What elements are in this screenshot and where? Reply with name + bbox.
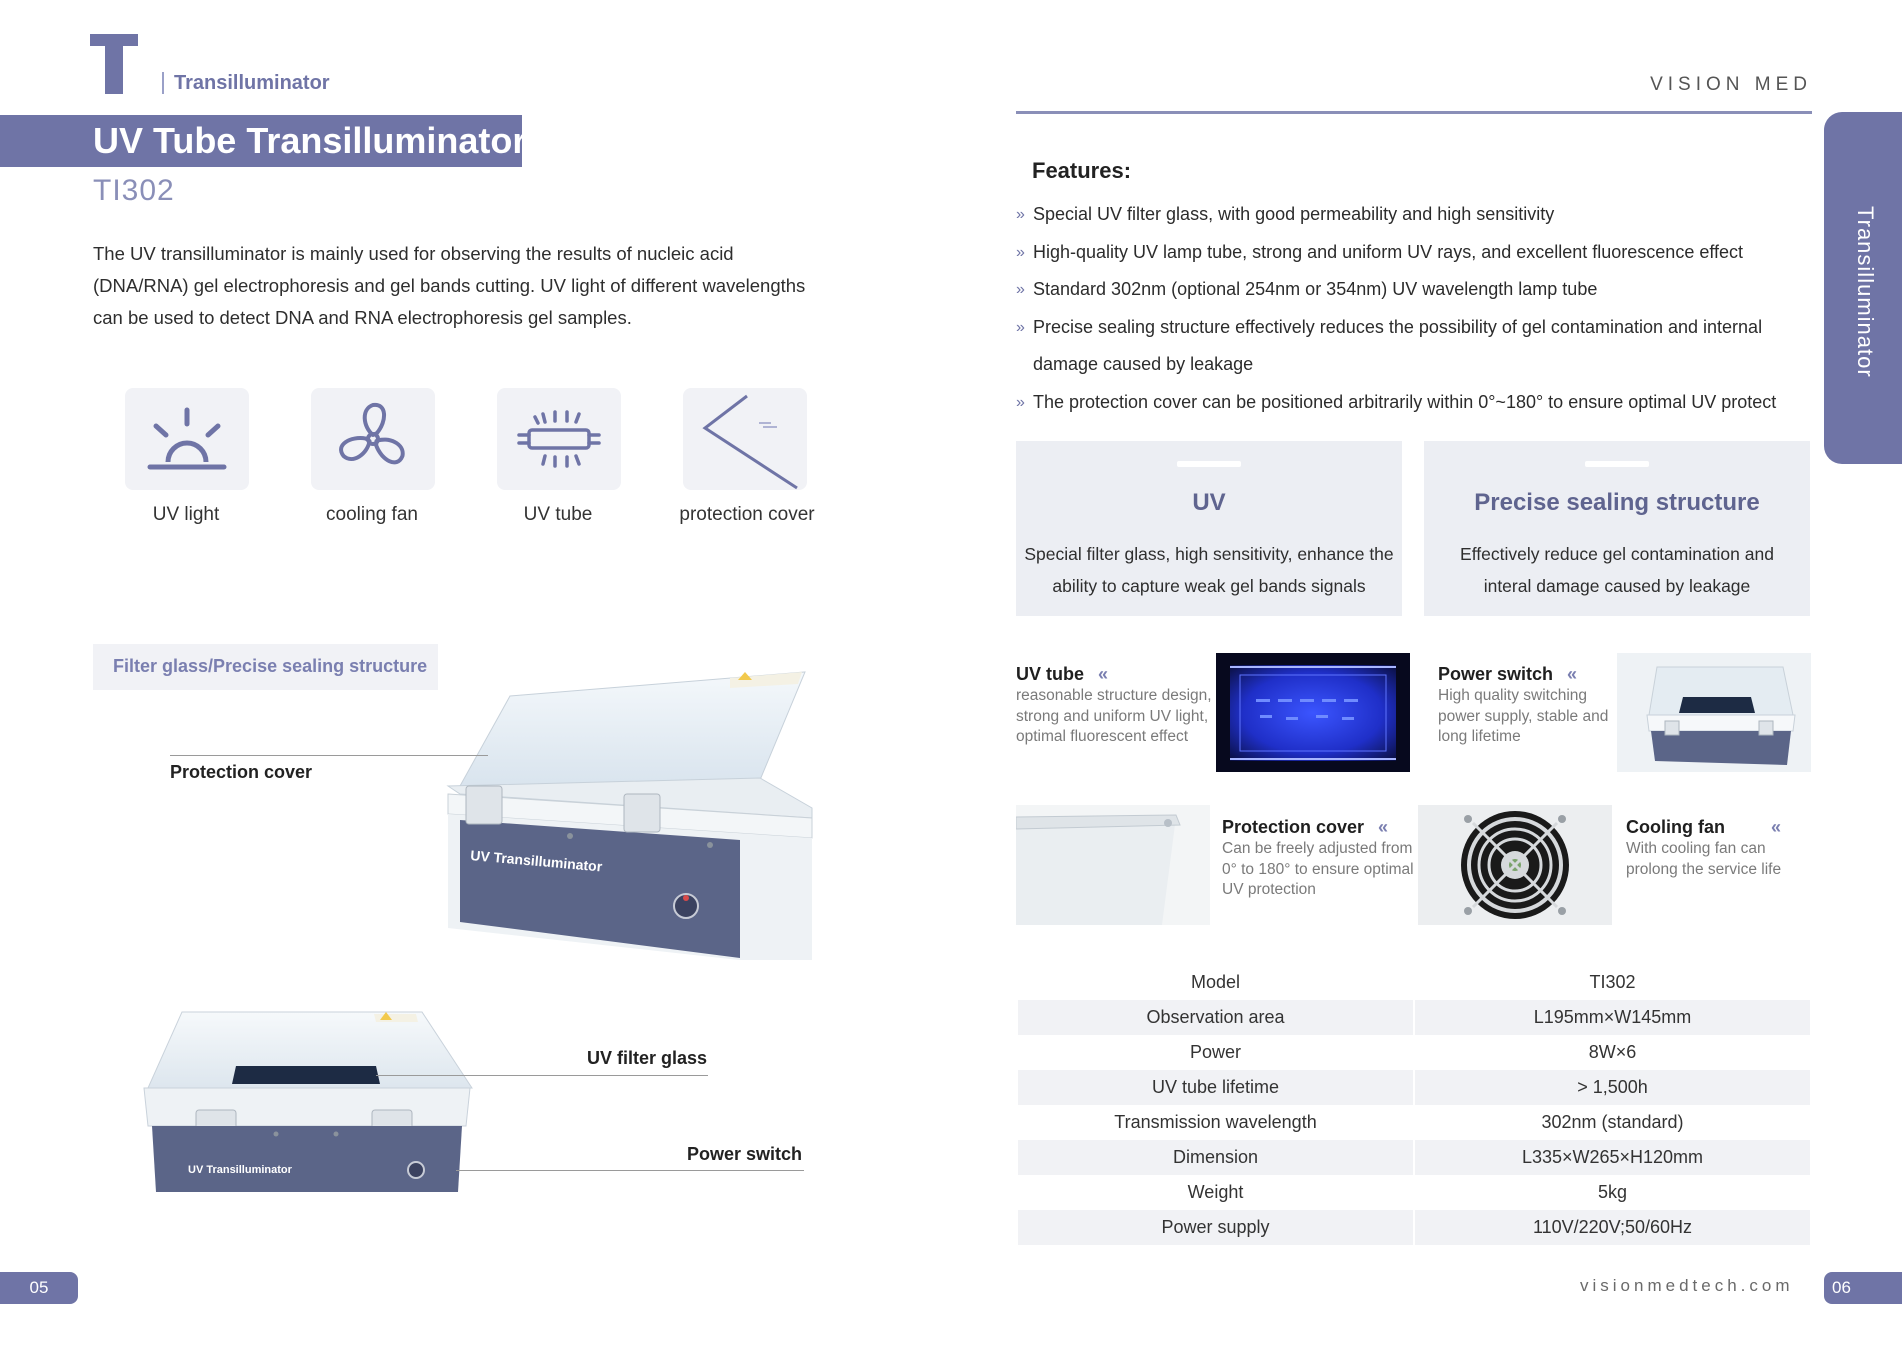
spec-value: L195mm×W145mm	[1415, 1000, 1810, 1035]
icon-label-uv-tube: UV tube	[523, 504, 593, 525]
component-desc-power-switch: High quality switching power supply, stable and long lifetime	[1438, 687, 1609, 745]
feature-tag-text: Filter glass/Precise sealing structure	[113, 656, 428, 676]
spec-value: 110V/220V;50/60Hz	[1415, 1210, 1810, 1245]
side-tab	[1824, 112, 1902, 464]
card-title: UV	[1192, 489, 1226, 516]
side-tab-label: Transilluminator	[1853, 206, 1878, 378]
table-row	[1018, 1070, 1810, 1105]
device-open-label: UV Transilluminator	[469, 847, 603, 875]
card-desc: Effectively reduce gel contamination and interal damage caused by leakage	[1460, 544, 1774, 596]
header-rule	[1016, 111, 1812, 114]
spec-table	[1016, 965, 1812, 1245]
card-title: Precise sealing structure	[1474, 489, 1760, 516]
spec-param: Observation area	[1018, 1000, 1413, 1035]
feature-item: » Special UV filter glass, with good permeability and high sensitivity	[1016, 196, 1816, 234]
component-title-protection-cover: Protection cover «	[1222, 817, 1389, 837]
bullet-chevron-icon: »	[1016, 243, 1025, 261]
power-switch-photo	[1617, 653, 1811, 772]
uv-tube-photo	[1216, 653, 1410, 772]
table-row	[1018, 1175, 1810, 1210]
cooling-fan-icon-box	[311, 388, 435, 490]
icon-label-protection-cover: protection cover	[679, 504, 815, 525]
feature-list	[1016, 196, 1816, 421]
table-row	[1018, 1210, 1810, 1245]
callout-line-uv-filter-glass	[376, 1075, 708, 1076]
callout-line-power-switch	[456, 1170, 804, 1171]
bullet-chevron-icon: »	[1016, 206, 1025, 223]
callout-uv-filter-glass: UV filter glass	[587, 1048, 708, 1068]
feature-card-uv	[1016, 441, 1402, 616]
uv-tube-icon	[513, 404, 605, 474]
protection-cover-photo	[1016, 805, 1210, 925]
chevron-left-icon: «	[1567, 664, 1578, 684]
uv-light-icon-box	[125, 388, 249, 490]
features-title: Features:	[1032, 158, 1132, 183]
chevron-left-icon: «	[1098, 664, 1109, 684]
cooling-fan-icon	[333, 399, 413, 479]
card-dash	[1585, 461, 1649, 467]
page-number-right: 06	[1824, 1272, 1902, 1304]
component-desc-protection-cover: Can be freely adjusted from 0° to 180° to ensure optimal UV protection	[1222, 840, 1414, 898]
feature-card-sealing	[1424, 441, 1810, 616]
model-code: TI302	[93, 174, 175, 207]
product-title: UV Tube Transilluminator	[93, 120, 527, 161]
feature-item: » Standard 302nm (optional 254nm or 354nm) UV wavelength lamp tube	[1016, 271, 1816, 309]
table-row	[1018, 965, 1810, 1000]
component-title-power-switch: Power switch «	[1438, 664, 1578, 684]
spec-param: Weight	[1187, 1182, 1244, 1202]
bullet-chevron-icon: »	[1016, 318, 1025, 336]
card-dash	[1177, 461, 1241, 467]
bullet-chevron-icon: »	[1016, 393, 1025, 411]
feature-item: » High-quality UV lamp tube, strong and uniform UV rays, and excellent fluorescence effect	[1016, 234, 1816, 272]
spec-value: > 1,500h	[1415, 1070, 1810, 1105]
spec-param: Dimension	[1018, 1140, 1413, 1175]
icon-label-uv-light: UV light	[152, 504, 220, 525]
component-desc-cooling-fan: With cooling fan can prolong the service life	[1626, 840, 1782, 878]
uv-light-icon	[142, 404, 232, 474]
protection-cover-icon-box	[683, 388, 807, 490]
spec-value: 5kg	[1597, 1182, 1628, 1202]
device-closed-label: UV Transilluminator	[188, 1164, 292, 1176]
feature-item: » The protection cover can be positioned arbitrarily within 0°~180° to ensure optimal UV protect	[1016, 384, 1816, 422]
spec-value: 302nm (standard)	[1541, 1112, 1684, 1132]
table-row	[1018, 1105, 1810, 1140]
component-title-cooling-fan: Cooling fan «	[1626, 817, 1781, 837]
uv-tube-icon-box	[497, 388, 621, 490]
spec-param: Model	[1190, 972, 1241, 992]
table-row	[1018, 1000, 1810, 1035]
table-row	[1018, 1035, 1810, 1070]
chevron-left-icon: «	[1770, 817, 1781, 837]
component-title-uv-tube: UV tube «	[1016, 664, 1109, 684]
spec-param: UV tube lifetime	[1018, 1070, 1413, 1105]
chevron-left-icon: «	[1378, 817, 1389, 837]
device-closed-illustration	[140, 1006, 480, 1196]
spec-value: L335×W265×H120mm	[1415, 1140, 1810, 1175]
callout-line-protection-cover	[170, 755, 488, 756]
table-row	[1018, 1140, 1810, 1175]
cooling-fan-photo	[1418, 805, 1612, 925]
spec-param: Transmission wavelength	[1114, 1112, 1317, 1132]
website-url: visionmedtech.com	[1580, 1276, 1794, 1295]
spec-param: Power supply	[1018, 1210, 1413, 1245]
callout-power-switch: Power switch	[687, 1144, 803, 1164]
section-letter-t	[90, 34, 138, 94]
intro-paragraph: The UV transilluminator is mainly used for observing the results of nucleic acid (DNA/RNA) gel electrophoresis and gel bands cutting. UV light of different wavelengths can be used to detect DNA and RNA electrophoresis gel samples.	[93, 243, 806, 328]
protection-cover-icon	[683, 388, 807, 490]
icon-label-cooling-fan: cooling fan	[326, 504, 418, 525]
component-desc-uv-tube: reasonable structure design, strong and uniform UV light, optimal fluorescent effect	[1016, 687, 1212, 745]
spec-value: 8W×6	[1588, 1042, 1637, 1062]
card-desc: Special filter glass, high sensitivity, enhance the ability to capture weak gel bands signals	[1024, 544, 1394, 596]
device-open-illustration	[430, 668, 820, 960]
page-number-left: 05	[0, 1272, 78, 1304]
bullet-chevron-icon: »	[1016, 281, 1025, 298]
section-label: Transilluminator	[162, 72, 330, 94]
callout-protection-cover: Protection cover	[170, 762, 313, 782]
feature-item: » Precise sealing structure effectively reduces the possibility of gel contamination and internal damage caused by leakage	[1016, 309, 1816, 384]
spec-value: TI302	[1589, 972, 1636, 992]
brand-name: VISION MED	[1650, 74, 1812, 95]
spec-param: Power	[1189, 1042, 1242, 1062]
